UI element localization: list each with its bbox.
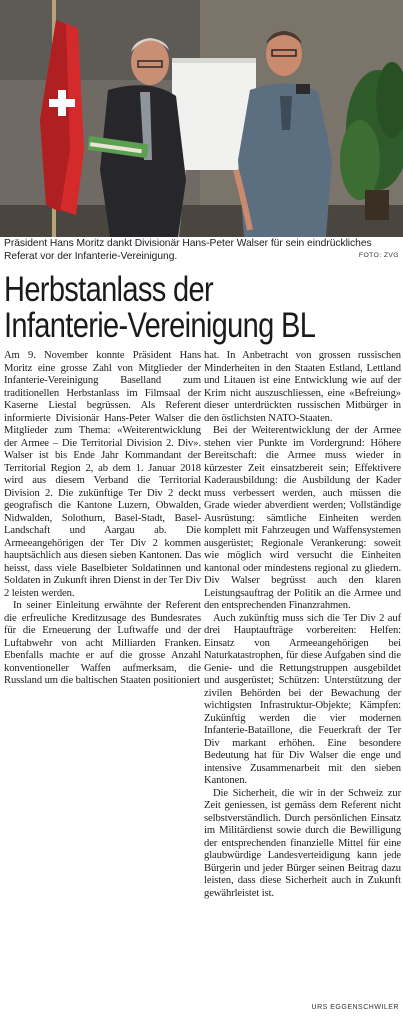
article-headline — [4, 272, 334, 344]
author-byline: URS EGGENSCHWILER — [311, 1004, 399, 1011]
paragraph: Die Sicherheit, die wir in der Schweiz zur Zeit geniessen, ist gemäss dem Referent nicht selbstverständlich. Durch persönlichen Einsatz im Militärdienst sowie durch die Bewilligung der entsprechenden finanzielle Mittel für eine glaubwürdige Landesverteidigung kann jede Bürgerin und jeder Bürger seinen Beitrag dazu leisten, dass diese Sicherheit auch in Zukunft gewährleistet ist. — [204, 787, 401, 899]
paragraph: In seiner Einleitung erwähnte der Referent die erfreuliche Kreditzusage des Bundesrates für die Erneuerung der Luftwaffe und der Luftabwehr von acht Milliarden Franken. Ebenfalls machte er auf die grosse Anzahl konventioneller Waffen aufmerksam, die Russland um die baltischen Staaten positioniert — [4, 600, 201, 686]
article-column-left — [4, 350, 201, 688]
photo-credit: FOTO: ZVG — [358, 252, 399, 259]
photo-caption: Präsident Hans Moritz dankt Divisionär Hans-Peter Walser für sein eindrückliches Referat vor der Infanterie-Vereinigung. — [4, 238, 372, 262]
article-photo — [0, 0, 403, 237]
paragraph: hat. In Anbetracht von grossen russischen Minderheiten in den Staaten Estland, Lettland und Litauen ist eine Entwicklung wie auf der Krim nicht auszuschliessen, eine «Befreiung» dieser unterdrückten russischen Mitbürger in den östlichsten NATO-Staaten. — [204, 350, 401, 424]
paragraph: Auch zukünftig muss sich die Ter Div 2 auf drei Hauptaufträge vorbereiten: Helfen: Einsatz von Armeeangehörigen bei Naturkatastrophen, für diese Aufgaben sind die Genie- und die Rettungstruppen ausgebildet und ausgerüstet; Schützen: Unterstützung der zivilen Behörden bei der Bewachung der wichtigsten Infrastruktur-Objekte; Kämpfen: Zukünftig werden die vier modernen Infanterie-Bataillone, die Feuerkraft der Ter Div markant erhöhen. Eine besondere Bedeutung hat für Div Walser die enge und intensive Zusammenarbeit mit den sieben Kantonen. — [204, 612, 401, 786]
paragraph: Bei der Weiterentwicklung der der Armee stehen vier Punkte im Vordergrund: Höhere Bereitschaft: die Armee muss wieder in kürzester Zeit einsatzbereit sein; Effektivere Kaderausbildung: die Ausbildung der Kader muss verbessert werden, auch müssen die Grade wieder abverdient werden; Vollständige Ausrüstung: sämtliche Einheiten werden komplett mit Fahrzeugen und Waffensystemen ausgerüstet; Regionale Verankerung: soweit wie möglich wird versucht die Einheiten kantonal oder mindestens regional zu gliedern. Div Walser begrüsst auch den klaren Leistungsauftrag der Politik an die Armee und den entsprechenden Finanzrahmen. — [204, 425, 401, 611]
paragraph: Am 9. November konnte Präsident Hans Moritz eine grosse Zahl von Mitglieder der Infanterie-Vereinigung Baselland zum traditionellen Herbstanlass im Filmsaal der Kaserne Liestal begrüssen. Als Referent informierte Divisionär Hans-Peter Walser die Mitglieder zum Thema: «Weiterentwicklung der Armee – Die Territorial Division 2. Div». Walser ist bis Ende Jahr Kommandant der Territorial Region 2, ab dem 1. Januar 2018 wird aus diesem Verband die Territorial Division 2. Die zukünftige Ter Div 2 deckt geografisch die Kantone Luzern, Obwalden, Nidwalden, Solothurn, Basel-Stadt, Basel-Landschaft und Aargau ab. Die Armeeangehörigen der Ter Div 2 kommen hauptsächlich aus diesen sieben Kantonen. Das heisst, dass viele Baselbieter Soldatinnen und Soldaten in Zukunft ihren Dienst in der Ter Div 2 leisten werden. — [4, 350, 201, 599]
headline-line-2: Infanterie-Vereinigung BL — [4, 306, 316, 345]
article-column-right — [204, 350, 401, 900]
headline-line-1: Herbstanlass der — [4, 270, 213, 309]
